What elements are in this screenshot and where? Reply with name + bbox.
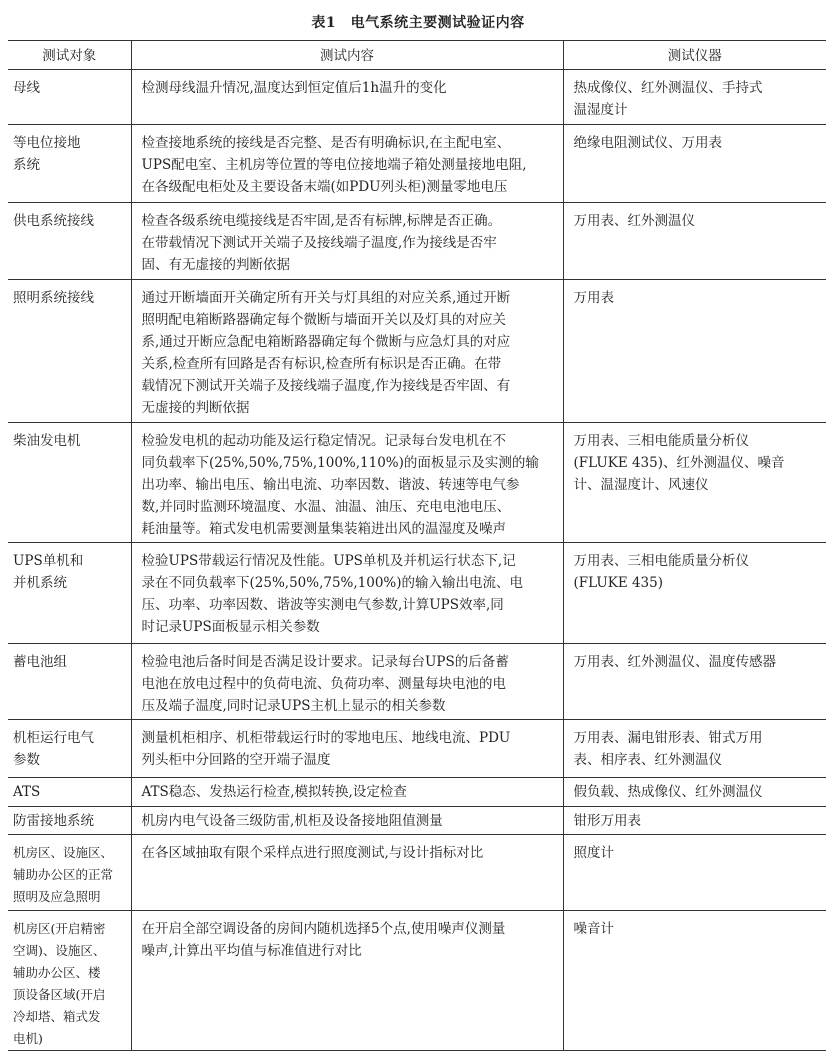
cell-object: 蓄电池组 — [8, 644, 131, 720]
cell-object: 照明系统接线 — [8, 280, 131, 423]
cell-content: 测量机柜相序、机柜带载运行时的零地电压、地线电流、PDU 列头柜中分回路的空开端子温度 — [131, 720, 563, 778]
cell-object: 供电系统接线 — [8, 203, 131, 280]
cell-instruments: 照度计 — [563, 835, 826, 911]
cell-object: 机房区、设施区、 辅助办公区的正常 照明及应急照明 — [8, 835, 131, 911]
cell-content: 在各区域抽取有限个采样点进行照度测试,与设计指标对比 — [131, 835, 563, 911]
cell-instruments: 假负载、热成像仪、红外测温仪 — [563, 778, 826, 807]
cell-content: 检验发电机的起动功能及运行稳定情况。记录每台发电机在不 同负载率下(25%,50%,75%,100%,110%)的面板显示及实测的输 出功率、输出电压、输出电流、功率因数、谐波、转速等电气参 数,并同时监测环境温度、水温、油温、油压、充电电池电压、 耗油量等。箱式发电机需要测量集装箱进出风的温湿度及噪声 — [131, 423, 563, 543]
table-row — [8, 280, 826, 423]
table-row — [8, 778, 826, 807]
cell-instruments: 万用表、三相电能质量分析仪 (FLUKE 435) — [563, 543, 826, 644]
table-title: 表1 电气系统主要测试验证内容 — [311, 15, 525, 31]
cell-instruments: 噪音计 — [563, 911, 826, 1051]
cell-content: 检测母线温升情况,温度达到恒定值后1h温升的变化 — [131, 70, 563, 125]
table-row — [8, 203, 826, 280]
table-row — [8, 423, 826, 543]
cell-content: 机房内电气设备三级防雷,机柜及设备接地阻值测量 — [131, 807, 563, 835]
cell-content: 检验电池后备时间是否满足设计要求。记录每台UPS的后备蓄 电池在放电过程中的负荷电流、负荷功率、测量每块电池的电 压及端子温度,同时记录UPS主机上显示的相关参数 — [131, 644, 563, 720]
cell-object: ATS — [8, 778, 131, 807]
cell-object: 防雷接地系统 — [8, 807, 131, 835]
header-object: 测试对象 — [8, 41, 131, 70]
cell-content: ATS稳态、发热运行检查,模拟转换,设定检查 — [131, 778, 563, 807]
cell-object: 等电位接地 系统 — [8, 125, 131, 203]
cell-instruments: 万用表、红外测温仪 — [563, 203, 826, 280]
table-row — [8, 70, 826, 125]
cell-object: 母线 — [8, 70, 131, 125]
cell-content: 检查各级系统电缆接线是否牢固,是否有标牌,标牌是否正确。 在带载情况下测试开关端子及接线端子温度,作为接线是否牢 固、有无虚接的判断依据 — [131, 203, 563, 280]
table-row — [8, 807, 826, 835]
table-row — [8, 720, 826, 778]
cell-object: 机房区(开启精密 空调)、设施区、 辅助办公区、楼 顶设备区域(开启 冷却塔、箱式发 电机) — [8, 911, 131, 1051]
table-row — [8, 644, 826, 720]
table-header-row — [8, 41, 826, 70]
cell-object: UPS单机和 并机系统 — [8, 543, 131, 644]
table-row — [8, 835, 826, 911]
table-row — [8, 543, 826, 644]
cell-object: 机柜运行电气 参数 — [8, 720, 131, 778]
test-verification-table — [8, 40, 826, 1051]
table-row — [8, 125, 826, 203]
cell-instruments: 热成像仪、红外测温仪、手持式 温湿度计 — [563, 70, 826, 125]
cell-instruments: 万用表、红外测温仪、温度传感器 — [563, 644, 826, 720]
cell-content: 检验UPS带载运行情况及性能。UPS单机及并机运行状态下,记 录在不同负载率下(25%,50%,75%,100%)的输入输出电流、电 压、功率、功率因数、谐波等实测电气参数,计算UPS效率,同 时记录UPS面板显示相关参数 — [131, 543, 563, 644]
cell-instruments: 万用表、漏电钳形表、钳式万用 表、相序表、红外测温仪 — [563, 720, 826, 778]
cell-content: 通过开断墙面开关确定所有开关与灯具组的对应关系,通过开断 照明配电箱断路器确定每个微断与墙面开关以及灯具的对应关 系,通过开断应急配电箱断路器确定每个微断与应急灯具的对应 关系,检查所有回路是否有标识,检查所有标识是否正确。在带 载情况下测试开关端子及接线端子温度,作为接线是否牢固、有 无虚接的判断依据 — [131, 280, 563, 423]
cell-content: 在开启全部空调设备的房间内随机选择5个点,使用噪声仪测量 噪声,计算出平均值与标准值进行对比 — [131, 911, 563, 1051]
table-row — [8, 911, 826, 1051]
header-content: 测试内容 — [131, 41, 563, 70]
cell-instruments: 万用表、三相电能质量分析仪 (FLUKE 435)、红外测温仪、噪音 计、温湿度计、风速仪 — [563, 423, 826, 543]
cell-instruments: 钳形万用表 — [563, 807, 826, 835]
cell-object: 柴油发电机 — [8, 423, 131, 543]
header-instruments: 测试仪器 — [563, 41, 826, 70]
cell-content: 检查接地系统的接线是否完整、是否有明确标识,在主配电室、 UPS配电室、主机房等位置的等电位接地端子箱处测量接地电阻, 在各级配电柜处及主要设备末端(如PDU列头柜)测量零地电压 — [131, 125, 563, 203]
cell-instruments: 绝缘电阻测试仪、万用表 — [563, 125, 826, 203]
cell-instruments: 万用表 — [563, 280, 826, 423]
